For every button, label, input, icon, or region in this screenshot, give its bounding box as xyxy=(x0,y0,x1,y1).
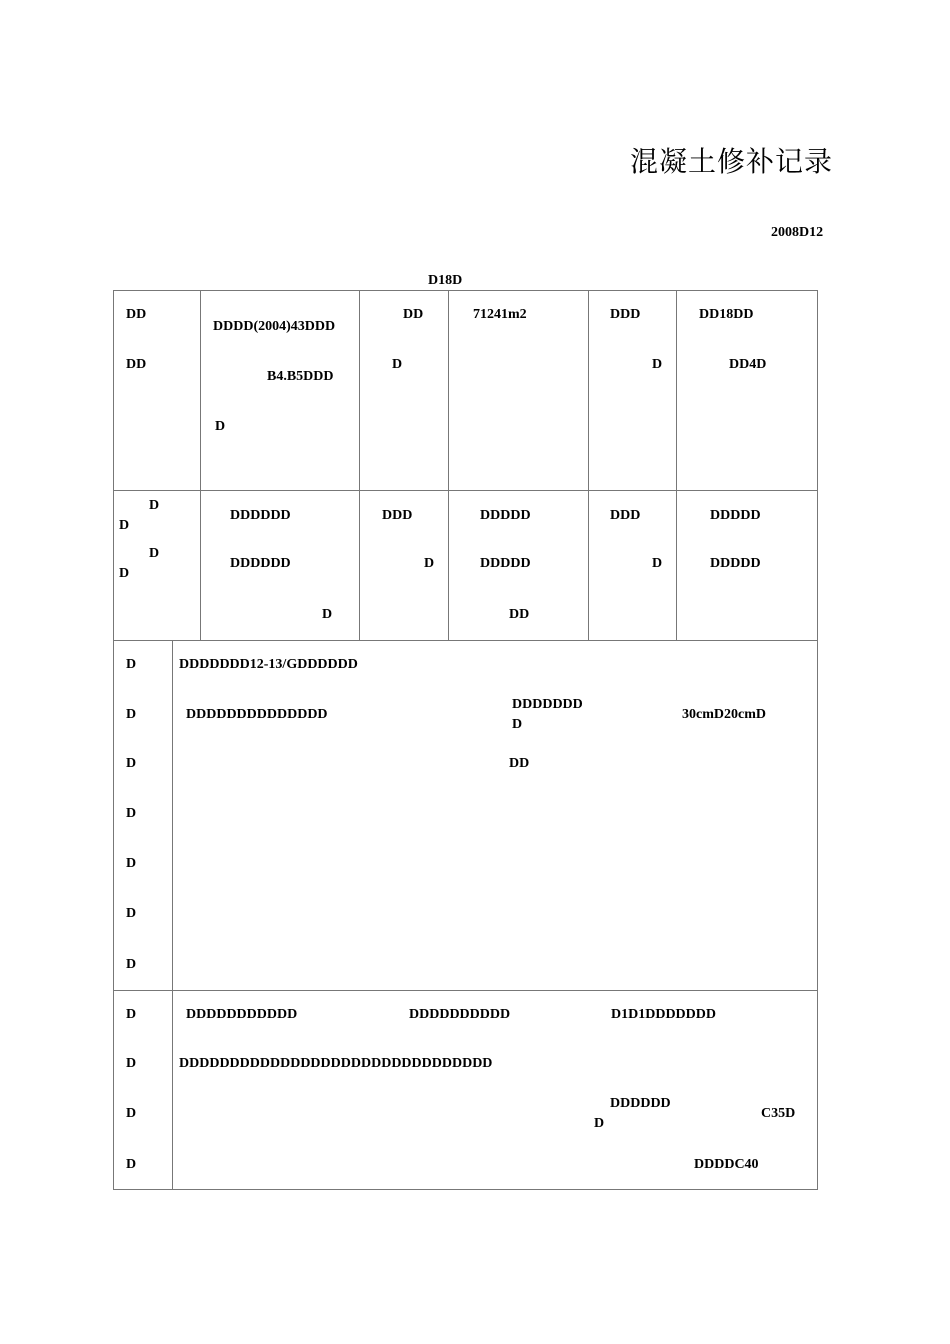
r1-c1-label-a: DD xyxy=(126,307,147,322)
r4-line-1c: D1D1DDDDDDD xyxy=(611,1007,716,1022)
r3-line-3: DD xyxy=(509,756,530,771)
r4-line-4: DDDDC40 xyxy=(694,1157,759,1172)
r2-c2-text-b: DDDDDD xyxy=(230,556,291,571)
row-divider-2 xyxy=(113,640,818,641)
r3-label-1: D xyxy=(126,657,137,672)
r2-c2-text-c: D xyxy=(322,607,333,622)
r4-label-2: D xyxy=(126,1056,137,1071)
col-divider-2 xyxy=(359,290,360,640)
r2-c1-label-d: D xyxy=(119,566,130,581)
r4-label-3: D xyxy=(126,1106,137,1121)
r4-line-3a: DDDDDD xyxy=(610,1096,671,1111)
r2-c4-text-a: DDDDD xyxy=(480,508,531,523)
r1-c6-value-b: DD4D xyxy=(729,357,767,372)
r3-label-7: D xyxy=(126,957,137,972)
document-date: 2008D12 xyxy=(771,225,824,240)
r1-c3-label-b: D xyxy=(392,357,403,372)
table-border-top xyxy=(113,290,818,291)
r4-label-4: D xyxy=(126,1157,137,1172)
r2-c4-text-b: DDDDD xyxy=(480,556,531,571)
r4-label-1: D xyxy=(126,1007,137,1022)
r3-line-2a: DDDDDDDDDDDDDD xyxy=(186,707,328,722)
r2-c6-text-a: DDDDD xyxy=(710,508,761,523)
r3-line-2b: DDDDDDD xyxy=(512,697,583,712)
col-divider-1 xyxy=(200,290,201,640)
r3-line-2c: 30cmD20cmD xyxy=(682,707,766,722)
table-border-bottom xyxy=(113,1189,818,1190)
r1-c2-text-b: B4.B5DDD xyxy=(267,369,334,384)
r1-c2-text-a: DDDD(2004)43DDD xyxy=(213,319,336,334)
table-border-right xyxy=(817,290,818,1190)
table-caption: D18D xyxy=(428,273,463,288)
r4-line-1a: DDDDDDDDDDD xyxy=(186,1007,298,1022)
r2-c4-text-c: DD xyxy=(509,607,530,622)
document-title: 混凝土修补记录 xyxy=(630,145,834,178)
row-divider-1 xyxy=(113,490,818,491)
r4-line-3b: C35D xyxy=(761,1106,796,1121)
r3-label-5: D xyxy=(126,856,137,871)
r3-line-1: DDDDDDD12-13/GDDDDDD xyxy=(179,657,358,672)
r1-c5-label-a: DDD xyxy=(610,307,641,322)
r2-c5-label-b: D xyxy=(652,556,663,571)
r3-label-4: D xyxy=(126,806,137,821)
r2-c6-text-b: DDDDD xyxy=(710,556,761,571)
r1-c3-label-a: DD xyxy=(403,307,424,322)
r1-c5-label-b: D xyxy=(652,357,663,372)
r1-c1-label-b: DD xyxy=(126,357,147,372)
r2-c1-label-b: D xyxy=(119,518,130,533)
r2-c3-label-a: DDD xyxy=(382,508,413,523)
r4-line-2: DDDDDDDDDDDDDDDDDDDDDDDDDDDDDDD xyxy=(179,1056,493,1071)
r2-c3-label-b: D xyxy=(424,556,435,571)
r2-c1-label-a: D xyxy=(149,498,160,513)
r1-c4-value: 71241m2 xyxy=(473,307,527,322)
r2-c5-label-a: DDD xyxy=(610,508,641,523)
col-divider-5 xyxy=(676,290,677,640)
table-border-left xyxy=(113,290,114,1190)
r3-label-6: D xyxy=(126,906,137,921)
label-col-divider xyxy=(172,640,173,1190)
r3-label-2: D xyxy=(126,707,137,722)
r4-line-1b: DDDDDDDDDD xyxy=(409,1007,511,1022)
row-divider-3 xyxy=(113,990,818,991)
r3-label-3: D xyxy=(126,756,137,771)
col-divider-3 xyxy=(448,290,449,640)
r3-line-2b-cont: D xyxy=(512,717,523,732)
r2-c2-text-a: DDDDDD xyxy=(230,508,291,523)
r2-c1-label-c: D xyxy=(149,546,160,561)
r4-line-3a-cont: D xyxy=(594,1116,605,1131)
col-divider-4 xyxy=(588,290,589,640)
r1-c6-value-a: DD18DD xyxy=(699,307,754,322)
r1-c2-text-c: D xyxy=(215,419,226,434)
